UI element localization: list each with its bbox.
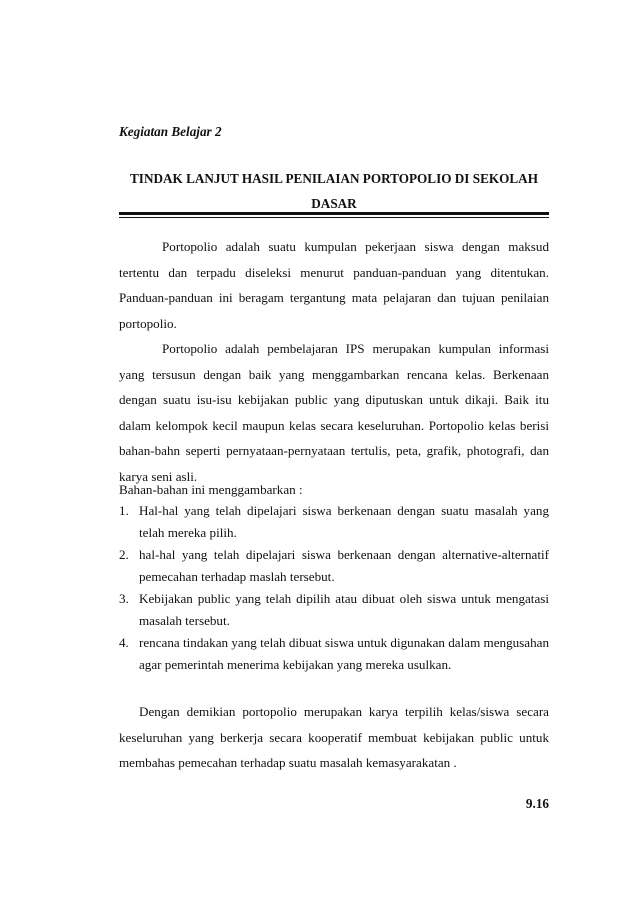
list-item-text: rencana tindakan yang telah dibuat siswa untuk digunakan dalam mengusahan agar pemerintah menerima kebijakan yang mereka usulkan. bbox=[139, 635, 549, 672]
list-item-number: 3. bbox=[119, 591, 129, 606]
list-item bbox=[119, 544, 549, 588]
list-item-number: 4. bbox=[119, 635, 129, 650]
page-number: 9.16 bbox=[525, 796, 549, 811]
paragraph-closing: Dengan demikian portopolio merupakan karya terpilih kelas/siswa secara keseluruhan yang berkerja secara kooperatif membuat kebijakan public untuk membahas pemecahan terhadap suatu masalah kemasyarakatan . bbox=[119, 704, 549, 771]
list-item-text: hal-hal yang telah dipelajari siswa berkenaan dengan alternative-alternatif pemecahan terhadap maslah tersebut. bbox=[139, 547, 549, 584]
document-title-line-1: TINDAK LANJUT HASIL PENILAIAN PORTOPOLIO DI SEKOLAH bbox=[130, 171, 538, 186]
section-subtitle: Kegiatan Belajar 2 bbox=[119, 124, 222, 139]
list-item-number: 1. bbox=[119, 503, 129, 518]
title-divider-thick bbox=[119, 212, 549, 215]
list-item-text: Kebijakan public yang telah dipilih atau dibuat oleh siswa untuk mengatasi masalah tersebut. bbox=[139, 591, 549, 628]
title-divider-thin bbox=[119, 217, 549, 218]
list-item bbox=[119, 632, 549, 676]
materials-list bbox=[119, 500, 549, 676]
list-item-text: Hal-hal yang telah dipelajari siswa berkenaan dengan suatu masalah yang telah mereka pilih. bbox=[139, 503, 549, 540]
paragraph-portopolio-definition: Portopolio adalah suatu kumpulan pekerjaan siswa dengan maksud tertentu dan terpadu diseleksi menurut panduan-panduan yang ditentukan. Panduan-panduan ini beragam tergantung mata pelajaran dan tujuan penilaian portopolio. bbox=[119, 239, 549, 331]
list-item-number: 2. bbox=[119, 547, 129, 562]
list-item bbox=[119, 588, 549, 632]
list-item bbox=[119, 500, 549, 544]
document-title-line-2: DASAR bbox=[311, 196, 357, 211]
document-title bbox=[119, 166, 549, 216]
paragraph-portopolio-ips: Portopolio adalah pembelajaran IPS merupakan kumpulan informasi yang tersusun dengan baik yang menggambarkan rencana kelas. Berkenaan dengan suatu isu-isu kebijakan public yang diputuskan untuk dikaji. Baik itu dalam kelompok kecil maupun kelas secara keseluruhan. Portopolio kelas berisi bahan-bahn seperti pernyataan-pernyataan tertulis, peta, grafik, photografi, dan karya seni asli. bbox=[119, 341, 549, 484]
list-intro: Bahan-bahan ini menggambarkan : bbox=[119, 482, 303, 497]
